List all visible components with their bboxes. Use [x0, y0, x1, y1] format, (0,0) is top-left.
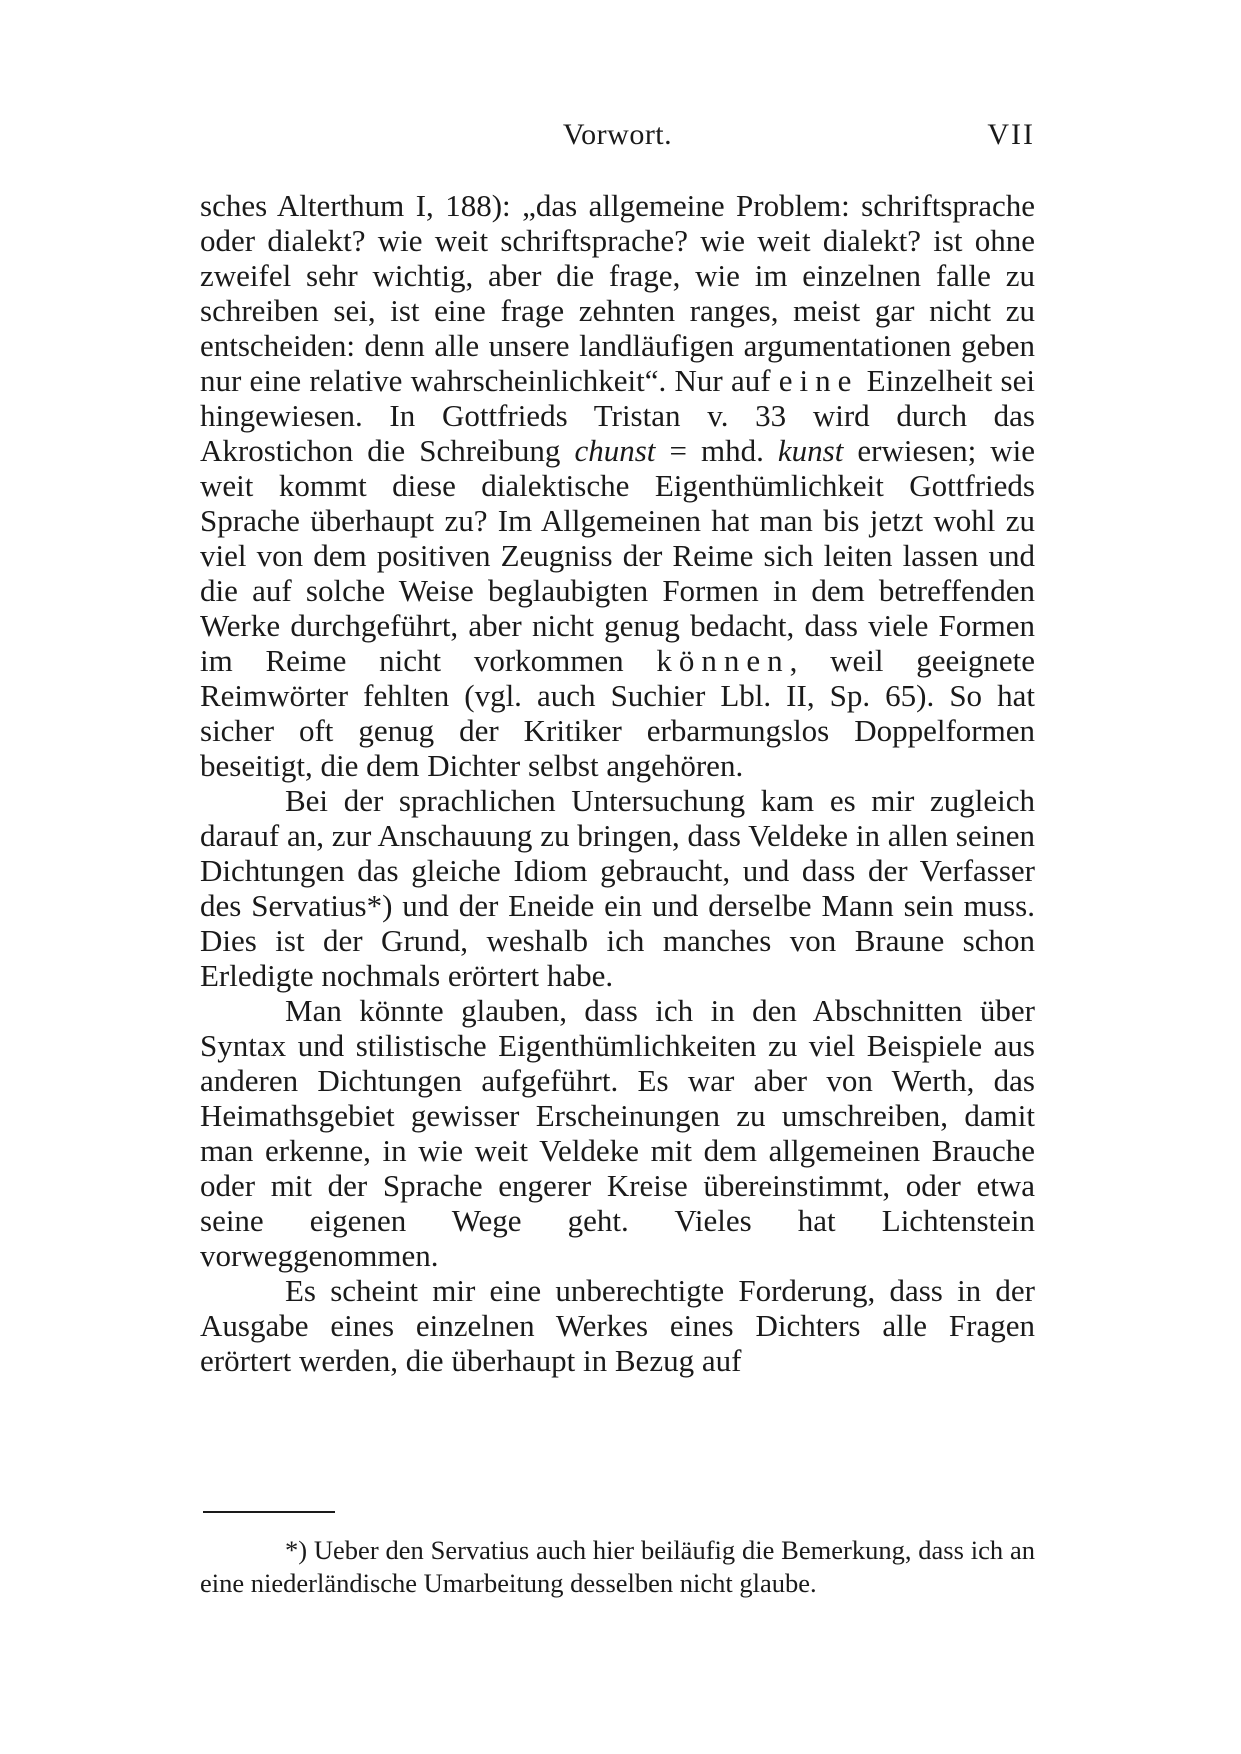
- text-segment: Es scheint mir eine unberechtigte Forderung, dass in der Ausgabe eines einzelnen Werkes eines Dichters alle Fragen erörtert werden, die überhaupt in Bezug auf: [200, 1273, 1035, 1378]
- body-text: [200, 188, 1035, 1378]
- footnote-divider: [203, 1511, 335, 1513]
- italic-term: kunst: [777, 433, 844, 468]
- paragraph-1: [200, 188, 1035, 783]
- paragraph-4: [200, 1273, 1035, 1378]
- text-segment: erwiesen; wie weit kommt diese dialektische Eigenthümlichkeit Gottfrieds Sprache überhaupt zu? Im Allgemeinen hat man bis jetzt wohl zu viel von dem positiven Zeugniss der Reime sich leiten lassen und die auf solche Weise beglaubigten Formen in dem betreffenden Werke durchgeführt, aber nicht genug bedacht, dass viele Formen im Reime nicht vorkommen: [200, 433, 1035, 678]
- running-title: Vorwort.: [562, 118, 673, 151]
- text-segment: , weil geeignete Reimwörter fehlten (vgl. auch Suchier Lbl. II, Sp. 65). So hat sicher oft genug der Kritiker erbarmungslos Doppelformen beseitigt, die dem Dichter selbst angehören.: [200, 643, 1035, 783]
- text-segment: sches Alterthum I, 188): „das allgemeine Problem: schriftsprache oder dialekt? wie weit schriftsprache? wie weit dialekt? ist ohne zweifel sehr wichtig, aber die frage, wie im einzelnen falle zu schreiben sei, ist eine frage zehnten ranges, meist gar nicht zu entscheiden: denn alle unsere landläufigen argumentationen geben nur eine relative wahrscheinlichkeit“. Nur auf: [200, 188, 1035, 398]
- page-header: [200, 118, 1035, 158]
- text-segment: Bei der sprachlichen Untersuchung kam es mir zugleich darauf an, zur Anschauung zu bringen, dass Veldeke in allen seinen Dichtungen das gleiche Idiom gebraucht, und dass der Verfasser des Servatius*) und der Eneide ein und derselbe Mann sein muss. Dies ist der Grund, weshalb ich manches von Braune schon Erledigte nochmals erörtert habe.: [200, 783, 1035, 993]
- spaced-emphasis: können: [656, 643, 790, 678]
- footnote: *) Ueber den Servatius auch hier beiläufig die Bemerkung, dass ich an eine niederländische Umarbeitung desselben nicht glaube.: [200, 1535, 1035, 1598]
- text-segment: Man könnte glauben, dass ich in den Abschnitten über Syntax und stilistische Eigenthümlichkeiten zu viel Beispiele aus anderen Dichtungen aufgeführt. Es war aber von Werth, das Heimathsgebiet gewisser Erscheinungen zu umschreiben, damit man erkenne, in wie weit Veldeke mit dem allgemeinen Brauche oder mit der Sprache engerer Kreise übereinstimmt, oder etwa seine eigenen Wege geht. Vieles hat Lichtenstein vorweggenommen.: [200, 993, 1035, 1273]
- spaced-emphasis: eine: [778, 363, 859, 398]
- italic-term: chunst: [574, 433, 656, 468]
- paragraph-3: [200, 993, 1035, 1273]
- paragraph-2: [200, 783, 1035, 993]
- page-number: VII: [987, 118, 1035, 151]
- text-segment: Einzelheit sei hingewiesen. In Gottfrieds Tristan v. 33 wird durch das Akrostichon die Schreibung: [200, 363, 1035, 468]
- text-segment: = mhd.: [655, 433, 778, 468]
